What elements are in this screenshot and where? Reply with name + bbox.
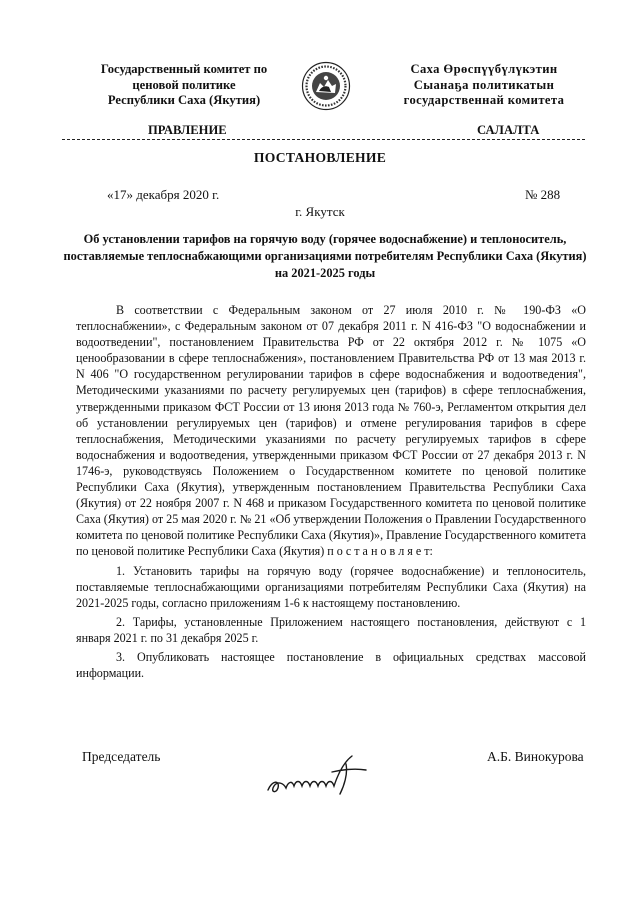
header-divider bbox=[62, 139, 585, 140]
document-number: № 288 bbox=[525, 187, 561, 202]
header-left-line-3: Республики Саха (Якутия) bbox=[107, 93, 261, 107]
header-right-block bbox=[384, 62, 584, 109]
header-left-line-1: Государственный комитет по bbox=[100, 62, 268, 76]
signer-name: А.Б. Винокурова bbox=[487, 749, 584, 764]
header-right-line-1: Саха Өрөспүүбүлүкэтин bbox=[410, 62, 558, 76]
document-body bbox=[76, 302, 586, 681]
document-title: Об установлении тарифов на горячую воду (горячее водоснабжение) и теплоноситель, поставляемые теплоснабжающими организациями потребителям Республики Саха (Якутия) на 2021-2025 годы bbox=[63, 232, 587, 280]
header-left-line-2: ценовой политике bbox=[132, 77, 236, 92]
board-label-ru: ПРАВЛЕНИЕ bbox=[148, 123, 227, 137]
header-left-block bbox=[78, 62, 290, 109]
document-date: «17» декабря 2020 г. bbox=[107, 187, 220, 202]
board-label-sakha: САЛАЛТА bbox=[477, 123, 540, 137]
body-item-3: 3. Опубликовать настоящее постановление в официальных средствах массовой информации. bbox=[76, 649, 586, 681]
header-right-line-2: Сыанаҕа политикатын bbox=[413, 77, 555, 92]
document-type: ПОСТАНОВЛЕНИЕ bbox=[253, 150, 387, 165]
body-preamble: В соответствии с Федеральным законом от 27 июля 2010 г. № 190-ФЗ «О теплоснабжении», с Федеральным законом от 07 декабря 2011 г. N 416-ФЗ "О водоснабжении и водоотведении", постановлением Правительства РФ от 22 октября 2012 г. № 1075 «О ценообразовании в сфере теплоснабжения», постановлением Правительства РФ от 13 мая 2013 г. N 406 "О государственном регулировании тарифов в сфере водоснабжения и водоотведения", Методическими указаниями по расчету регулируемых цен (тарифов) в сфере теплоснабжения, утвержденными приказом ФСТ России от 13 июня 2013 года № 760-э, Регламентом открытия дел об установлении регулируемых цен (тарифов) и отмене регулирования тарифов в сфере теплоснабжения, Методическими указаниями по расчету регулируемых тарифов в сфере водоснабжения и водоотведения, утвержденными приказом ФСТ России от 27 декабря 2013 г. N 1746-э, руководствуясь Положением о Государственном комитете по ценовой политике Республики Саха (Якутия), утвержденным постановлением Правительства Республики Саха (Якутия) от 22 ноября 2007 г. N 468 и приказом Государственного комитета по ценовой политике Саха (Якутия) от 25 мая 2020 г. № 21 «Об утверждении Положения о Правлении Государственного комитета по ценовой политике Республики Саха (Якутия)», Правление Государственного комитета по ценовой политике Республики Саха (Якутия) п о с т а н о в л я е т: bbox=[76, 303, 586, 559]
document-city: г. Якутск bbox=[295, 204, 345, 219]
sakha-republic-emblem-icon bbox=[301, 58, 351, 114]
body-item-1: 1. Установить тарифы на горячую воду (горячее водоснабжение) и теплоноситель, поставляемые теплоснабжающими организациями потребителям Республики Саха (Якутия) на 2021-2025 годы, согласно приложениям 1-6 к настоящему постановлению. bbox=[76, 563, 586, 610]
handwritten-signature-icon bbox=[262, 750, 372, 802]
signer-role: Председатель bbox=[82, 749, 161, 764]
body-item-2: 2. Тарифы, установленные Приложением настоящего постановления, действуют с 1 января 2021 г. по 31 декабря 2025 г. bbox=[76, 614, 586, 645]
header-right-line-3: государственнай комитета bbox=[403, 93, 565, 107]
